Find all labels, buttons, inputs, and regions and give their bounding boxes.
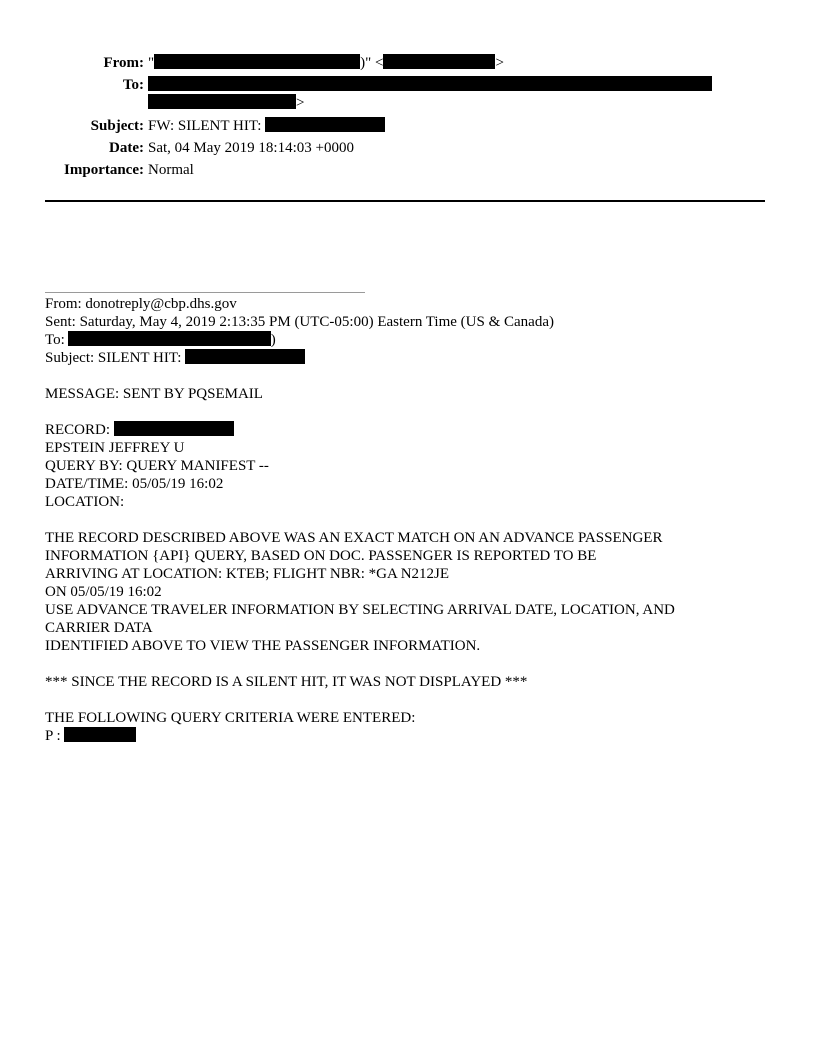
to-value-line-2 [148, 94, 304, 112]
body-paragraph-line: THE RECORD DESCRIBED ABOVE WAS AN EXACT MATCH ON AN ADVANCE PASSENGER [45, 530, 663, 546]
subject-label: Subject: [90, 118, 144, 134]
header-importance-row [0, 161, 816, 179]
header-subject-row [0, 117, 816, 135]
forward-from-line: From: donotreply@cbp.dhs.gov [45, 296, 237, 312]
body-paragraph-line: INFORMATION {API} QUERY, BASED ON DOC. PASSENGER IS REPORTED TO BE [45, 548, 597, 564]
forward-to-line [45, 331, 276, 349]
date-label: Date: [109, 140, 144, 156]
query-by-line: QUERY BY: QUERY MANIFEST -- [45, 458, 269, 474]
to-label: To: [122, 77, 144, 93]
from-value [148, 54, 504, 72]
to-value [148, 76, 712, 94]
forward-subject-label: Subject: SILENT HIT: [45, 350, 182, 366]
header-date-row [0, 139, 816, 157]
from-end-text: > [495, 55, 504, 71]
redaction-box [148, 76, 712, 91]
to-end-text: > [296, 95, 305, 111]
criteria-p-line [45, 727, 136, 745]
header-to-row [0, 76, 816, 112]
body-paragraph-line: USE ADVANCE TRAVELER INFORMATION BY SELECTING ARRIVAL DATE, LOCATION, AND [45, 602, 675, 618]
redaction-box [148, 94, 296, 109]
location-line: LOCATION: [45, 494, 125, 510]
redaction-box [154, 54, 360, 69]
header-from-row [0, 54, 816, 72]
redaction-box [68, 331, 271, 346]
body-paragraph-line: CARRIER DATA [45, 620, 153, 636]
redaction-box [265, 117, 385, 132]
redaction-box [114, 421, 234, 436]
forward-to-end: ) [270, 332, 276, 348]
record-line [45, 421, 234, 439]
body-paragraph-line: ON 05/05/19 16:02 [45, 584, 162, 600]
forward-to-label: To: [45, 332, 65, 348]
subject-value [148, 117, 385, 135]
importance-value: Normal [148, 162, 194, 178]
subject-text: FW: SILENT HIT: [148, 118, 262, 134]
body-paragraph-line: IDENTIFIED ABOVE TO VIEW THE PASSENGER INFORMATION. [45, 638, 481, 654]
body-paragraph-line: ARRIVING AT LOCATION: KTEB; FLIGHT NBR: *GA N212JE [45, 566, 450, 582]
header-divider [45, 200, 765, 202]
from-close-text: )" < [360, 55, 384, 71]
criteria-p-label: P : [45, 728, 61, 744]
redaction-box [185, 349, 305, 364]
datetime-line: DATE/TIME: 05/05/19 16:02 [45, 476, 224, 492]
forward-divider [45, 292, 365, 293]
from-label: From: [103, 55, 144, 71]
redaction-box [383, 54, 495, 69]
from-open-quote: " [148, 55, 155, 71]
forward-subject-line [45, 349, 305, 367]
importance-label: Importance: [64, 162, 144, 178]
redaction-box [64, 727, 136, 742]
record-name: EPSTEIN JEFFREY U [45, 440, 185, 456]
forward-sent-line: Sent: Saturday, May 4, 2019 2:13:35 PM (UTC-05:00) Eastern Time (US & Canada) [45, 314, 554, 330]
silent-hit-notice: *** SINCE THE RECORD IS A SILENT HIT, IT WAS NOT DISPLAYED *** [45, 674, 528, 690]
record-label: RECORD: [45, 422, 111, 438]
criteria-heading: THE FOLLOWING QUERY CRITERIA WERE ENTERED: [45, 710, 416, 726]
date-value: Sat, 04 May 2019 18:14:03 +0000 [148, 140, 354, 156]
message-sent-by: MESSAGE: SENT BY PQSEMAIL [45, 386, 263, 402]
